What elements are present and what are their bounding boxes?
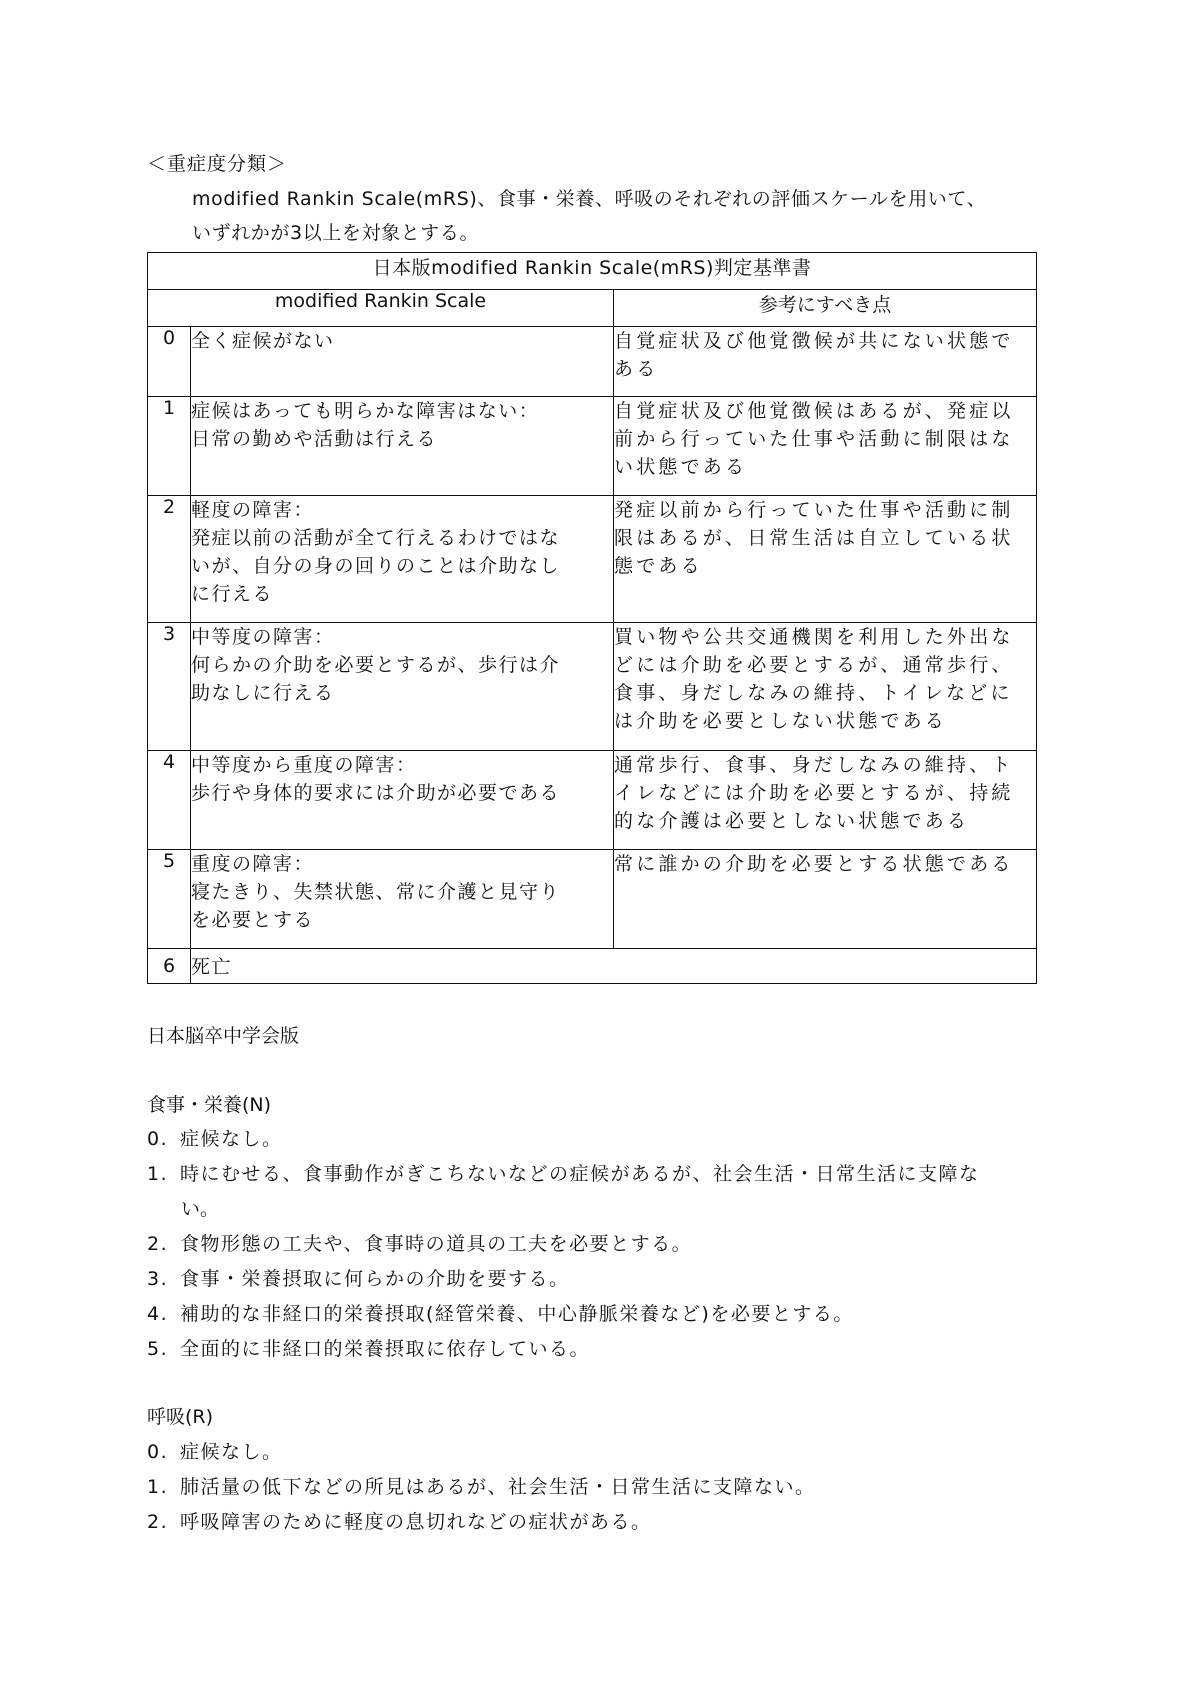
item-number: 4.	[147, 1303, 169, 1325]
respiration-item	[147, 1513, 652, 1532]
reference-line: 的な介護は必要としない状態である	[614, 810, 970, 832]
reference-line: 発症以前から行っていた仕事や活動に制	[614, 499, 1014, 521]
description-cell	[191, 623, 614, 751]
section-heading: ＜重症度分類＞	[147, 153, 288, 175]
reference-line: 通常歩行、食事、身だしなみの維持、ト	[614, 754, 1014, 776]
table-row	[148, 397, 1037, 496]
description-line: 軽度の障害：	[191, 499, 315, 521]
item-text: 全面的に非経口的栄養摂取に依存している。	[180, 1338, 591, 1360]
reference-cell	[614, 850, 1037, 949]
item-text: 症候なし。	[180, 1128, 283, 1150]
table-row	[148, 751, 1037, 850]
item-number: 0.	[147, 1441, 169, 1463]
item-text: 呼吸障害のために軽度の息切れなどの症状がある。	[180, 1511, 652, 1533]
description-line: 何らかの介助を必要とするが、歩行は介	[191, 654, 561, 676]
table-title: 日本版modified Rankin Scale(mRS)判定基準書	[148, 253, 1037, 290]
description-line: 中等度の障害：	[191, 626, 335, 648]
description-line: 寝たきり、失禁状態、常に介護と見守り	[191, 881, 561, 903]
grade-cell: 5	[148, 850, 191, 949]
column-header-scale: modified Rankin Scale	[148, 290, 614, 327]
reference-line: 買い物や公共交通機関を利用した外出な	[614, 626, 1014, 648]
reference-line: イレなどには介助を必要とするが、持続	[614, 782, 1014, 804]
description-cell	[191, 850, 614, 949]
item-text: 時にむせる、食事動作がぎこちないなどの症候があるが、社会生活・日常生活に支障な	[180, 1163, 980, 1185]
description-line: 死亡	[191, 956, 233, 978]
item-text: 症候なし。	[180, 1441, 283, 1463]
respiration-title: 呼吸(R)	[147, 1406, 214, 1428]
reference-cell	[614, 327, 1037, 397]
nutrition-title: 食事・栄養(N)	[147, 1094, 272, 1116]
grade-cell: 1	[148, 397, 191, 496]
nutrition-item	[147, 1305, 854, 1324]
description-cell	[191, 496, 614, 623]
source-note: 日本脳卒中学会版	[147, 1025, 300, 1047]
reference-line: 自覚症状及び他覚徴候はあるが、発症以	[614, 400, 1014, 422]
table-row	[148, 623, 1037, 751]
description-line: 重度の障害：	[191, 853, 315, 875]
nutrition-item-continuation: い。	[181, 1198, 220, 1220]
description-cell	[191, 949, 1037, 984]
respiration-item	[147, 1443, 283, 1462]
grade-cell: 2	[148, 496, 191, 623]
column-header-reference: 参考にすべき点	[614, 290, 1037, 327]
reference-line: 前から行っていた仕事や活動に制限はな	[614, 428, 1014, 450]
item-text: 肺活量の低下などの所見はあるが、社会生活・日常生活に支障ない。	[180, 1476, 816, 1498]
item-number: 3.	[147, 1268, 169, 1290]
description-line: 日常の勤めや活動は行える	[191, 428, 438, 450]
grade-cell: 4	[148, 751, 191, 850]
nutrition-item	[147, 1270, 570, 1289]
item-number: 2.	[147, 1233, 169, 1255]
description-line: 発症以前の活動が全て行えるわけではな	[191, 527, 561, 549]
intro-text-line-2: いずれかが3以上を対象とする。	[192, 222, 480, 244]
description-line: 助なしに行える	[191, 682, 335, 704]
reference-cell	[614, 751, 1037, 850]
table-row	[148, 496, 1037, 623]
item-number: 5.	[147, 1338, 169, 1360]
reference-line: は介助を必要としない状態である	[614, 710, 948, 732]
reference-line: ある	[614, 358, 659, 380]
item-text: 食物形態の工夫や、食事時の道具の工夫を必要とする。	[180, 1233, 693, 1255]
nutrition-item	[147, 1130, 283, 1149]
description-line: 歩行や身体的要求には介助が必要である	[191, 782, 561, 804]
nutrition-item	[147, 1235, 692, 1254]
grade-cell: 0	[148, 327, 191, 397]
reference-cell	[614, 623, 1037, 751]
nutrition-item	[147, 1340, 590, 1359]
reference-line: 限はあるが、日常生活は自立している状	[614, 527, 1014, 549]
reference-line: 常に誰かの介助を必要とする状態である	[614, 853, 1014, 875]
item-number: 1.	[147, 1476, 169, 1498]
grade-cell: 3	[148, 623, 191, 751]
mrs-criteria-table	[147, 252, 1037, 984]
description-line: に行える	[191, 583, 274, 605]
reference-line: 食事、身だしなみの維持、トイレなどに	[614, 682, 1013, 704]
reference-line: 態である	[614, 555, 703, 577]
description-cell	[191, 751, 614, 850]
reference-line: 自覚症状及び他覚徴候が共にない状態で	[614, 330, 1014, 352]
nutrition-item	[147, 1165, 980, 1184]
item-number: 2.	[147, 1511, 169, 1533]
description-cell	[191, 327, 614, 397]
description-line: 中等度から重度の障害：	[191, 754, 417, 776]
description-line: いが、自分の身の回りのことは介助なし	[191, 555, 561, 577]
item-number: 0.	[147, 1128, 169, 1150]
grade-cell: 6	[148, 949, 191, 984]
item-number: 1.	[147, 1163, 169, 1185]
respiration-item	[147, 1478, 816, 1497]
description-line: 全く症候がない	[191, 330, 335, 352]
intro-text-line-1: modified Rankin Scale(mRS)、食事・栄養、呼吸のそれぞれの評価スケールを用いて、	[192, 188, 987, 210]
item-text: 食事・栄養摂取に何らかの介助を要する。	[180, 1268, 570, 1290]
description-line: を必要とする	[191, 909, 315, 931]
reference-line: どには介助を必要とするが、通常歩行、	[614, 654, 1014, 676]
table-row	[148, 850, 1037, 949]
item-text: 補助的な非経口的栄養摂取(経管栄養、中心静脈栄養など)を必要とする。	[180, 1303, 854, 1325]
table-row	[148, 949, 1037, 984]
reference-line: い状態である	[614, 456, 748, 478]
reference-cell	[614, 397, 1037, 496]
reference-cell	[614, 496, 1037, 623]
description-cell	[191, 397, 614, 496]
table-row	[148, 327, 1037, 397]
description-line: 症候はあっても明らかな障害はない：	[191, 400, 540, 422]
